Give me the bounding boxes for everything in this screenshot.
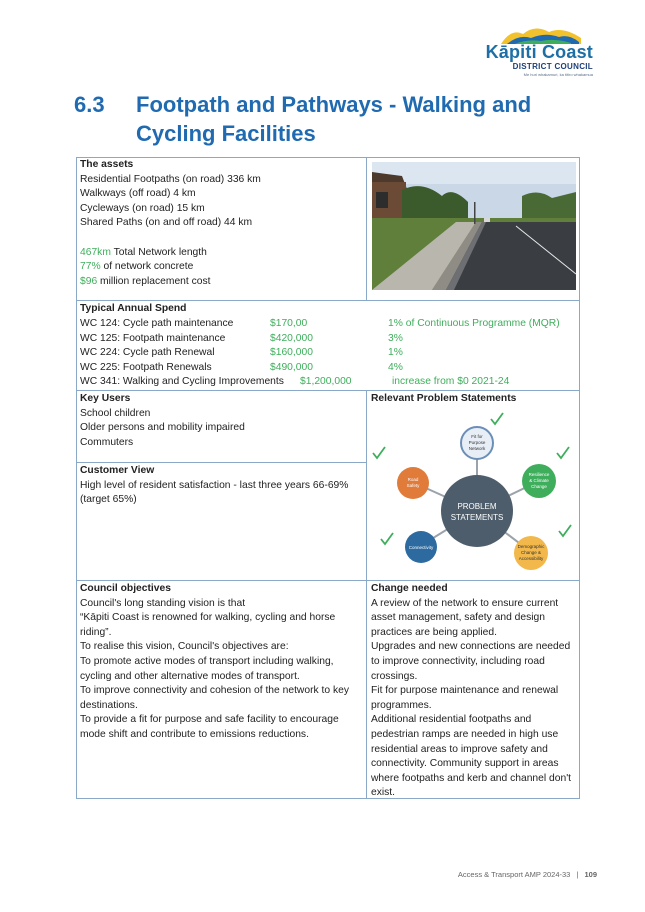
- key-users-title: Key Users: [80, 393, 131, 404]
- svg-text:Change: Change: [531, 484, 547, 489]
- asset-line: Walkways (off road) 4 km: [80, 188, 196, 200]
- svg-text:Demographic: Demographic: [517, 544, 545, 549]
- svg-text:Purpose: Purpose: [468, 440, 486, 445]
- objective-paragraph: “Kāpiti Coast is renowned for walking, cycling and horse riding”.: [80, 612, 336, 638]
- objective-paragraph: To improve connectivity and cohesion of the network to key destinations.: [80, 685, 350, 711]
- svg-text:Resilience: Resilience: [528, 472, 550, 477]
- spend-amount: $1,200,000: [300, 376, 352, 388]
- page-footer: [458, 870, 597, 879]
- svg-text:Accessibility: Accessibility: [518, 556, 544, 561]
- spend-note: 4%: [388, 361, 403, 373]
- svg-text:Safety: Safety: [406, 483, 420, 488]
- asset-line: Shared Paths (on and off road) 44 km: [80, 217, 253, 229]
- spend-amount: $160,000: [270, 347, 313, 359]
- council-objectives-title: Council objectives: [80, 583, 171, 594]
- center-label: PROBLEM: [457, 502, 497, 511]
- check-icon: [381, 533, 393, 544]
- page-number: 109: [584, 870, 597, 879]
- footpath-photo: [372, 162, 576, 290]
- spend-label: WC 124: Cycle path maintenance: [80, 318, 234, 329]
- change-paragraph: Upgrades and new connections are needed to improve connectivity, including road crossings.: [371, 641, 571, 682]
- customer-view-cell: [76, 462, 367, 580]
- logo-tagline: Me huri whakamuri, ka titiro whakamua: [523, 72, 593, 77]
- spend-amount: $490,000: [270, 361, 313, 373]
- footer-title: Access & Transport AMP 2024-33: [457, 870, 571, 879]
- customer-view-text: High level of resident satisfaction - last three years 66-69% (target 65%): [80, 479, 349, 506]
- footer-separator: |: [576, 870, 579, 879]
- check-icon: [491, 413, 503, 424]
- logo-name: Kāpiti Coast: [485, 42, 593, 62]
- assets-cell: [76, 157, 367, 300]
- section-title: Footpath and Pathways - Walking and Cycling Facilities: [136, 92, 532, 146]
- spend-title: Typical Annual Spend: [80, 303, 187, 314]
- key-user: School children: [80, 407, 151, 419]
- problem-center-node: [441, 475, 513, 547]
- spend-note: 3%: [388, 332, 403, 344]
- spend-row: [80, 332, 570, 346]
- asset-stat: 77% of network concrete: [80, 261, 194, 273]
- change-needed-title: Change needed: [371, 583, 448, 594]
- spend-row: [80, 317, 570, 331]
- council-logo: [463, 24, 593, 76]
- spend-row: [80, 375, 570, 389]
- asset-stat: 467km Total Network length: [80, 246, 207, 258]
- spend-note: 1% of Continuous Programme (MQR): [388, 318, 560, 329]
- spend-label: WC 341: Walking and Cycling Improvements: [80, 376, 284, 388]
- svg-text:Road: Road: [407, 477, 419, 482]
- spend-label: WC 225: Footpath Renewals: [80, 361, 212, 373]
- check-icon: [373, 447, 385, 458]
- change-paragraph: Additional residential footpaths and pedestrian ramps are needed in high use residential areas to improve safety and connectivity. Community support in areas where footpaths and kerb and channel don't exist.: [371, 714, 572, 799]
- key-user: Older persons and mobility impaired: [80, 422, 245, 434]
- svg-text:& Climate: & Climate: [529, 478, 549, 483]
- spend-row: [80, 361, 570, 375]
- check-icon: [557, 447, 569, 458]
- section-number: 6.3: [74, 92, 105, 117]
- center-label: STATEMENTS: [450, 513, 504, 522]
- spend-note: increase from $0 2021-24: [392, 376, 510, 388]
- change-needed-cell: [367, 580, 580, 799]
- spend-row: [80, 346, 570, 360]
- svg-text:Fit for: Fit for: [471, 434, 483, 439]
- spend-amount: $420,000: [270, 332, 313, 344]
- svg-text:Change &: Change &: [520, 550, 542, 555]
- spend-cell: [76, 300, 580, 390]
- objective-paragraph: To promote active modes of transport including walking, cycling and other alternative modes of transport.: [80, 655, 334, 682]
- spend-note: 1%: [388, 347, 403, 359]
- hills-icon: [501, 24, 581, 44]
- spend-label: WC 224: Cycle path Renewal: [80, 347, 215, 359]
- logo-subtitle: DISTRICT COUNCIL: [512, 62, 593, 71]
- check-icon: [559, 525, 571, 536]
- council-objectives-cell: [76, 580, 367, 799]
- asset-line: Cycleways (on road) 15 km: [80, 202, 205, 214]
- objective-paragraph: Council's long standing vision is that: [80, 597, 246, 609]
- asset-stat: $96 million replacement cost: [80, 275, 211, 287]
- problem-statements-title: Relevant Problem Statements: [371, 393, 517, 404]
- spend-amount: $170,00: [270, 318, 308, 329]
- svg-text:Network: Network: [468, 446, 486, 451]
- objective-paragraph: To realise this vision, Council's objectives are:: [80, 641, 289, 653]
- customer-view-title: Customer View: [80, 465, 155, 476]
- spend-label: WC 125: Footpath maintenance: [80, 332, 226, 344]
- assets-title: The assets: [80, 159, 134, 170]
- problem-statements-diagram: [367, 407, 577, 579]
- change-paragraph: Fit for purpose maintenance and renewal programmes.: [371, 685, 559, 711]
- svg-text:Connectivity: Connectivity: [408, 545, 434, 550]
- problem-statements-cell: [367, 390, 580, 580]
- key-users-cell: [76, 390, 367, 462]
- key-user: Commuters: [80, 436, 134, 448]
- objective-paragraph: To provide a fit for purpose and safe facility to encourage mode shift and contribute to emissions reductions.: [80, 714, 339, 740]
- asset-line: Residential Footpaths (on road) 336 km: [80, 173, 261, 185]
- change-paragraph: A review of the network to ensure current asset management, safety and design practices are being applied.: [371, 597, 559, 638]
